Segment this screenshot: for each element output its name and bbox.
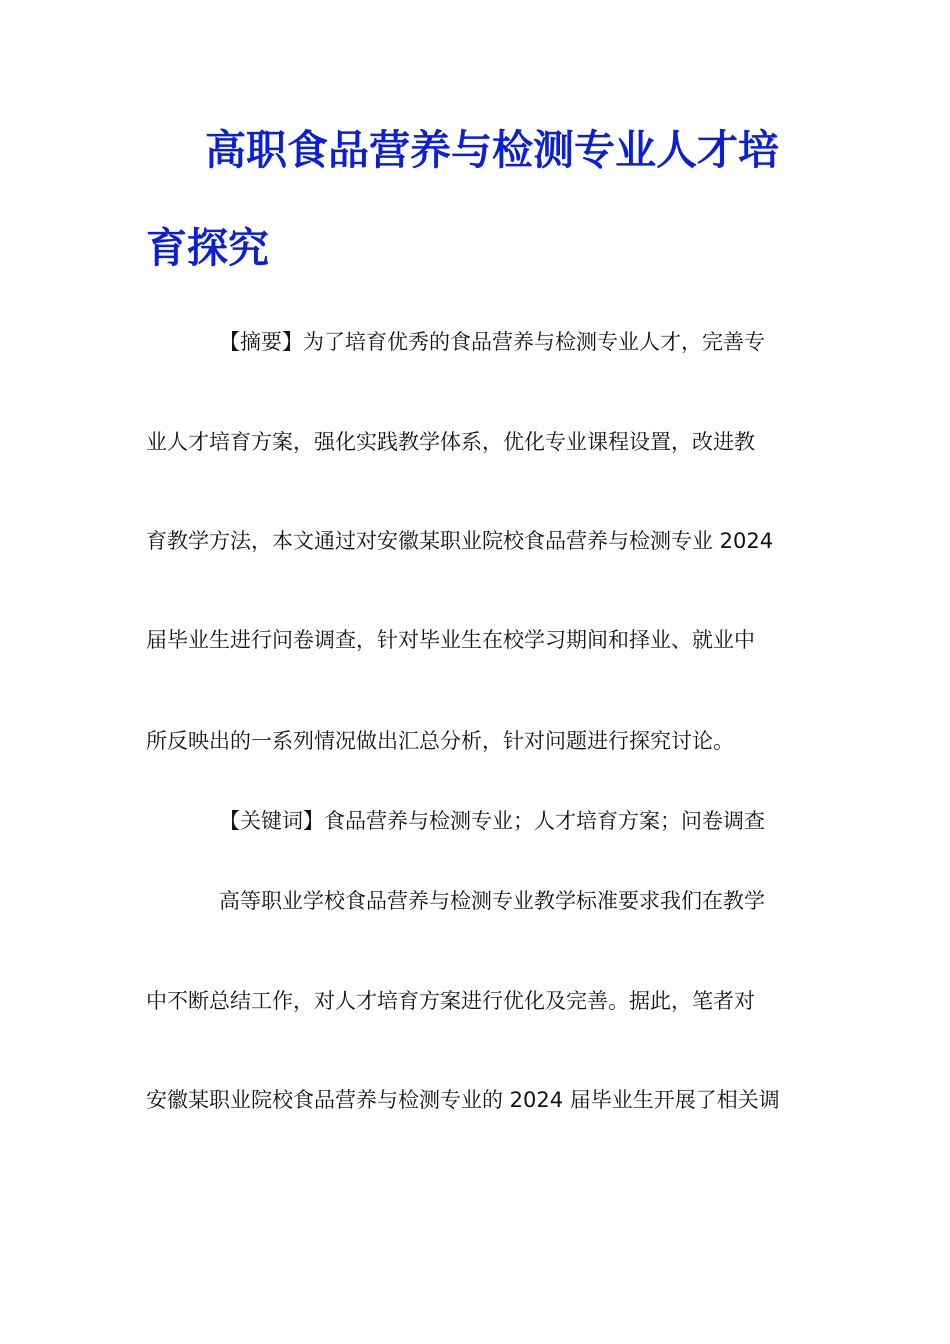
abstract-line: 届毕业生进行问卷调查，针对毕业生在校学习期间和择业、就业中 xyxy=(146,628,755,652)
body-line: 中不断总结工作，对人才培育方案进行优化及完善。据此，笔者对 xyxy=(146,989,755,1013)
keywords-line: 【关键词】食品营养与检测专业；人才培育方案；问卷调查 xyxy=(219,809,765,833)
body-line: 高等职业学校食品营养与检测专业教学标准要求我们在教学 xyxy=(219,889,765,913)
abstract-line: 【摘要】为了培育优秀的食品营养与检测专业人才，完善专 xyxy=(219,330,765,354)
abstract-line: 所反映出的一系列情况做出汇总分析，针对问题进行探究讨论。 xyxy=(146,729,734,753)
abstract-line: 育教学方法，本文通过对安徽某职业院校食品营养与检测专业 2024 xyxy=(146,529,774,553)
body-line: 安徽某职业院校食品营养与检测专业的 2024 届毕业生开展了相关调 xyxy=(146,1088,780,1112)
document-title-line-2: 育探究 xyxy=(146,224,269,272)
document-title-line-1: 高职食品营养与检测专业人才培 xyxy=(205,126,779,174)
abstract-line: 业人才培育方案，强化实践教学体系，优化专业课程设置，改进教 xyxy=(146,430,755,454)
